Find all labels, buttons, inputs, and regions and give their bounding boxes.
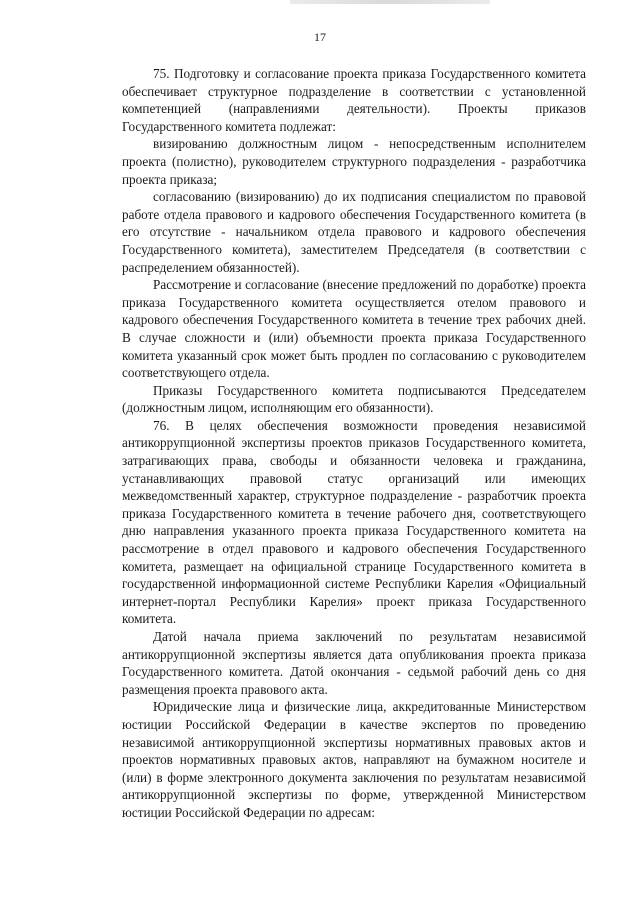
scan-header-artifact: [290, 0, 490, 4]
paragraph-review-period: Рассмотрение и согласование (внесение предложений по доработке) проекта приказа Государственного комитета осуществляется отелом правового и кадрового обеспечения Государственного комитета в течение трех рабочих дней. В случае сложности и (или) объемности проекта приказа Государственного комитета указанный срок может быть продлен по согласованию с руководителем соответствующего отдела.: [122, 277, 586, 381]
paragraph-experts: Юридические лица и физические лица, аккредитованные Министерством юстиции Российской Федерации в качестве экспертов по проведению независимой антикоррупционной экспертизы нормативных правовых актов и проектов нормативных правовых актов, направляют на бумажном носителе и (или) в форме электронного документа заключения по результатам независимой антикоррупционной экспертизы по форме, утвержденной Министерством юстиции Российской Федерации по адресам:: [122, 699, 586, 820]
paragraph-approval-legal: согласованию (визированию) до их подписания специалистом по правовой работе отдела правового и кадрового обеспечения Государственного комитета (в его отсутствие - начальником отдела правового и кадрового обеспечения Государственного комитета), заместителем Председателя (в соответствии с распределением обязанностей).: [122, 189, 586, 275]
page-number: 17: [314, 30, 326, 44]
paragraph-signing: Приказы Государственного комитета подписываются Председателем (должностным лицом, исполняющим его обязанности).: [122, 382, 586, 416]
paragraph-76-expertise: 76. В целях обеспечения возможности проведения независимой антикоррупционной экспертизы проектов приказов Государственного комитета, затрагивающих права, свободы и обязанности человека и гражданина, устанавливающих правовой статус организаций или имеющих межведомственный характер, структурное подразделение - разработчик проекта приказа Государственного комитета в течение рабочего дня, соответствующего дню направления указанного проекта приказа Государственного комитета на рассмотрение в отдел правового и кадрового обеспечения Государственного комитета, размещает на официальной странице Государственного комитета в государственной информационной системе Республики Карелия «Официальный интернет-портал Республики Карелия» проект приказа Государственного комитета.: [122, 417, 586, 627]
paragraph-approval-official: визированию должностным лицом - непосредственным исполнителем проекта (полистно), руководителем структурного подразделения - разработчика проекта приказа;: [122, 136, 586, 187]
document-body: [122, 65, 586, 822]
paragraph-dates: Датой начала приема заключений по результатам независимой антикоррупционной экспертизы является дата опубликования проекта приказа Государственного комитета. Датой окончания - седьмой рабочий день со дня размещения проекта правового акта.: [122, 629, 586, 697]
paragraph-75-intro: 75. Подготовку и согласование проекта приказа Государственного комитета обеспечивает структурное подразделение в соответствии с установленной компетенцией (направлениями деятельности). Проекты приказов Государственного комитета подлежат:: [122, 66, 586, 134]
